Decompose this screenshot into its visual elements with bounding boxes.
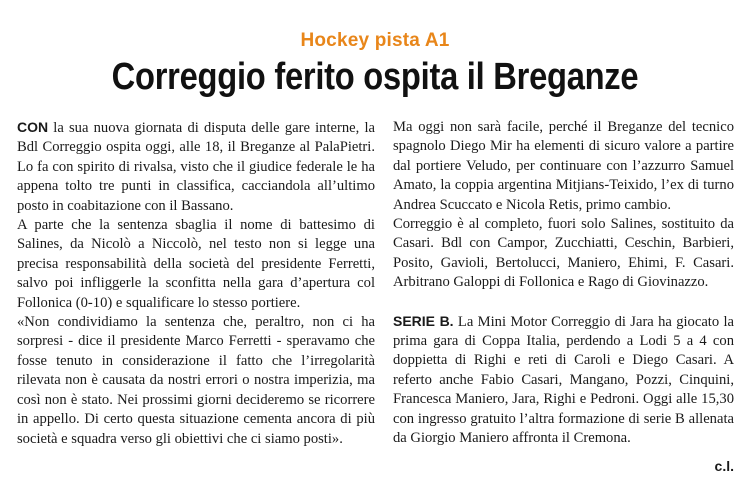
paragraph-gap <box>393 293 734 312</box>
lead-word: CON <box>17 119 49 135</box>
paragraph-2: A parte che la sentenza sbaglia il nome di battesimo di Salines, da Nicolò a Niccolò, nel testo non si legge una precisa responsabilità della società del presidente Ferretti, salvo poi infliggerle la sconfitta nella gara d’apertura col Follonica (0-10) e squalificare lo stesso portiere. <box>17 217 375 311</box>
paragraph-4: Ma oggi non sarà facile, perché il Breganze del tecnico spagnolo Diego Mir ha elementi di sicuro valore a partire dal portiere Veludo, per continuare con l’azzurro Samuel Amato, la coppia argentina Mitjians-Teixido, l’ex di turno Andrea Scuccato e Nicola Retis, primo cambio. <box>393 119 734 213</box>
paragraph-1-text: la sua nuova giornata di disputa delle gare interne, la Bdl Correggio ospita oggi, alle 18, il Breganze al PalaPietri. Lo fa con spirito di rivalsa, visto che il giudice federale le ha appena tolto tre punti in classifica, cacciandola all’ultimo posto in coabitazione con il Bassano. <box>17 120 375 214</box>
paragraph-3: «Non condividiamo la sentenza che, peraltro, non ci ha sorpresi - dice il presidente Marco Ferretti - speravamo che fosse tenuto in considerazione il fatto che l’irregolarità rilevata non è causata da nostri errori o nostra imperizia, ma così non è stato. Nei prossimi giorni decideremo se ricorrere in appello. Di certo questa situazione cementa ancora di più società e squadra verso gli obiettivi che ci siamo posti». <box>17 314 375 447</box>
serie-b-lead: SERIE B. <box>393 312 454 329</box>
section-kicker: Hockey pista A1 <box>300 30 450 51</box>
left-column <box>17 118 375 449</box>
right-column <box>393 118 734 449</box>
headline: Correggio ferito ospita il Breganze <box>111 56 639 98</box>
paragraph-6 <box>393 312 734 449</box>
paragraph-6-text: La Mini Motor Correggio di Jara ha giocato la prima gara di Coppa Italia, perdendo a Lodi 5 a 4 con doppietta di Righi e reti di Caroli e Diego Casari. A referto anche Fabio Casari, Mangano, Pozzi, Cinquini, Francesca Maniero, Jara, Righi e Pedroni. Oggi alle 15,30 con ingresso gratuito l’altra formazione di serie B allenata da Giorgio Maniero affronta il Cremona. <box>393 313 734 447</box>
author-signature: c.l. <box>714 458 734 474</box>
paragraph-1 <box>17 118 375 216</box>
paragraph-5: Correggio è al completo, fuori solo Salines, sostituito da Casari. Bdl con Campor, Zucchiatti, Ceschin, Barbieri, Posito, Gavioli, Bertolucci, Maniero, Ehimi, F. Casari. Arbitrano Galoppi di Follonica e Rago di Giovinazzo. <box>393 216 734 291</box>
